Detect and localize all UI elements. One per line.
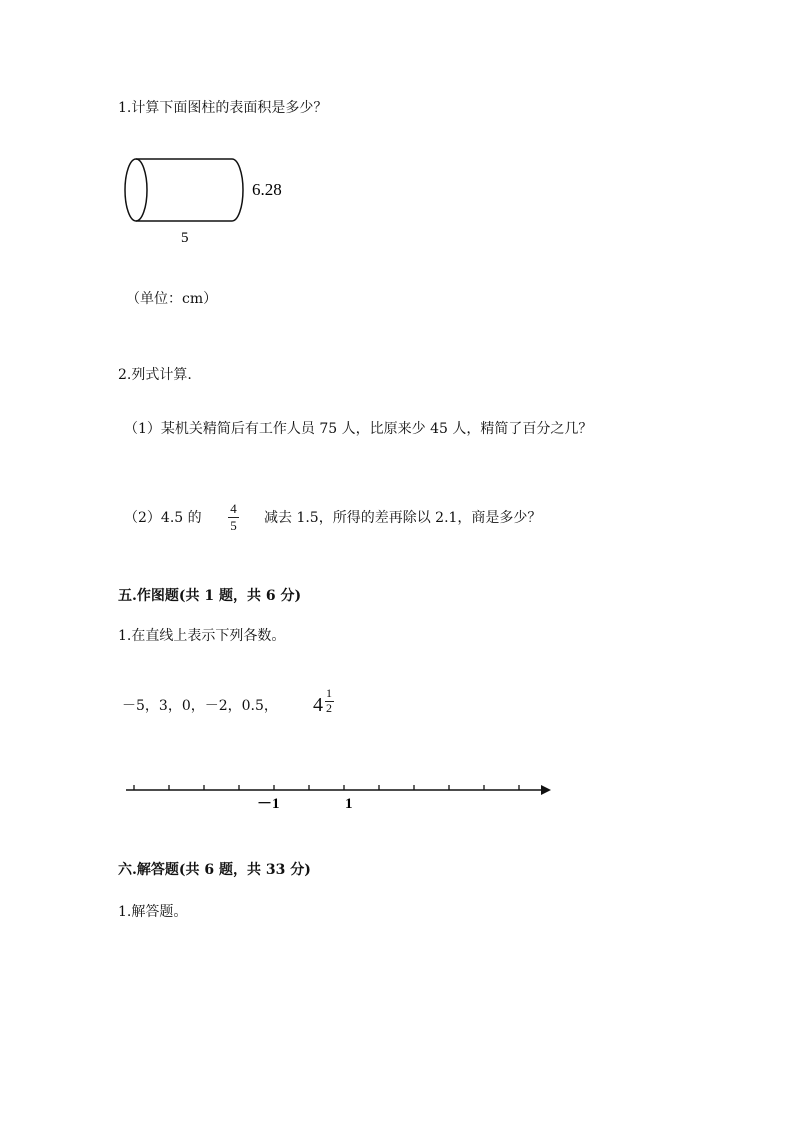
section-6-question-1-title: 1.解答题。 <box>118 904 188 920</box>
question-2-item-1: （1）某机关精简后有工作人员 75 人，比原来少 45 人，精简了百分之几？ <box>124 421 593 437</box>
numbers-to-plot: －5，3，0，－2，0.5， <box>122 698 278 714</box>
section-6-header: 六.解答题(共 6 题，共 33 分) <box>118 862 311 878</box>
question-2-title: 2.列式计算. <box>118 367 192 383</box>
number-line-arrow-icon <box>541 785 551 795</box>
question-2-item-2-suffix: 减去 1.5，所得的差再除以 2.1，商是多少？ <box>264 510 542 526</box>
number-line-label-one: 1 <box>345 796 353 812</box>
fraction-numerator: 4 <box>230 501 237 516</box>
cylinder-height-label: 6.28 <box>252 180 282 199</box>
fraction-denominator: 5 <box>230 518 237 533</box>
unit-label: （单位：cm） <box>126 291 218 307</box>
section-5-header: 五.作图题(共 1 题，共 6 分) <box>118 588 302 604</box>
question-2-item-2-prefix: （2）4.5 的 <box>124 510 202 526</box>
cylinder-figure <box>110 150 410 250</box>
question-1-title: 1.计算下面图柱的表面积是多少？ <box>118 100 328 116</box>
number-line-label-minus-one: －1 <box>257 796 280 812</box>
mixed-whole: 4 <box>313 694 323 716</box>
number-line <box>120 780 560 820</box>
section-5-question-1-title: 1.在直线上表示下列各数。 <box>118 628 286 644</box>
cylinder-right-arc <box>232 159 243 221</box>
mixed-numerator: 1 <box>326 686 332 700</box>
mixed-denominator: 2 <box>326 701 332 715</box>
cylinder-left-face <box>125 159 147 221</box>
cylinder-length-label: 5 <box>181 230 189 246</box>
fraction-four-fifths <box>228 502 239 533</box>
